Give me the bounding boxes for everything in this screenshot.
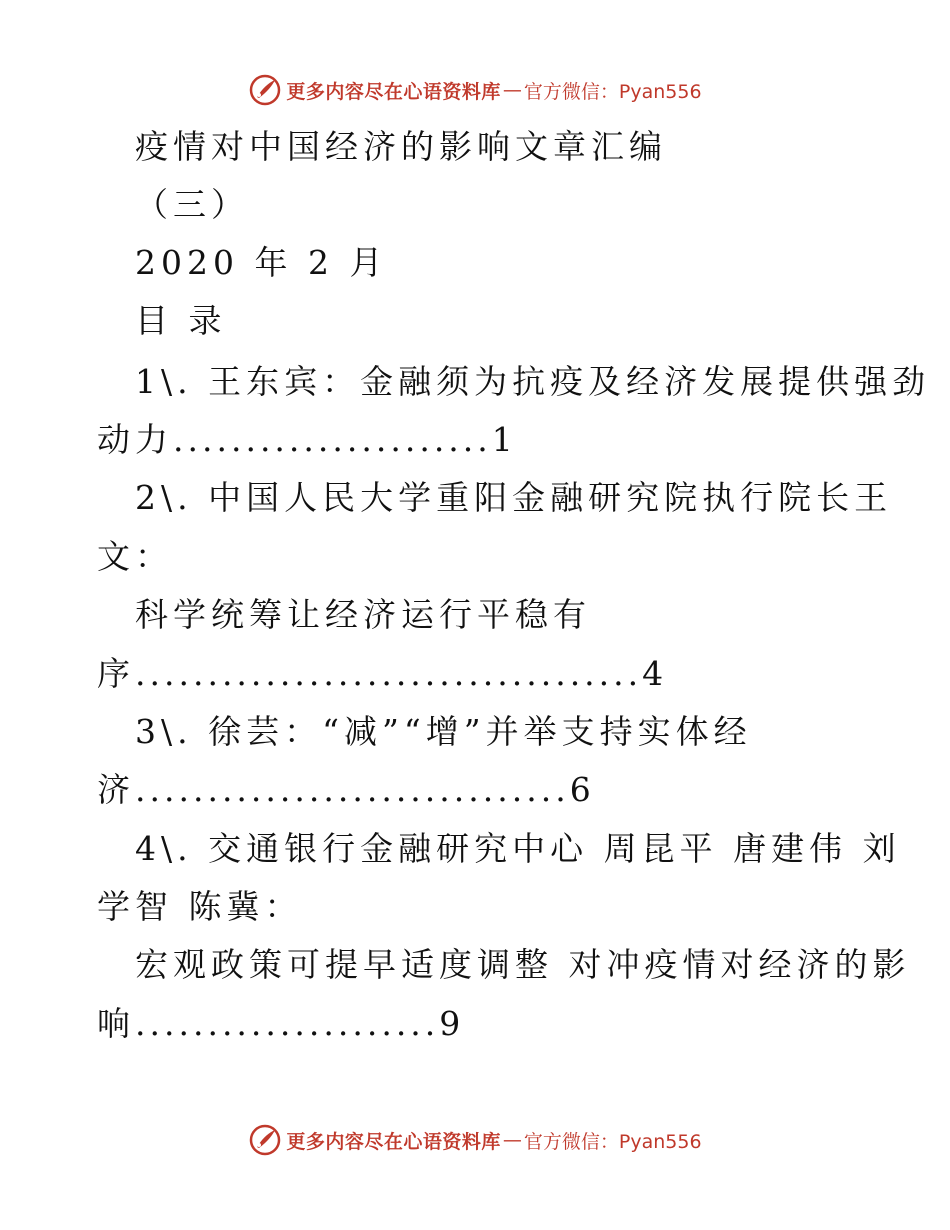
toc-entry-1-leader-dots: ...................... [173, 420, 492, 459]
document-date: 2020 年 2 月 [135, 243, 388, 282]
toc-entry-1-line-1: 1\. 王东宾：金融须为抗疫及经济发展提供强劲 [135, 362, 931, 401]
watermark-header [0, 70, 950, 110]
toc-entry-4-line-3: 宏观政策可提早适度调整 对冲疫情对经济的影 [135, 945, 911, 984]
toc-entry-2-line-4 [97, 654, 668, 694]
watermark-main-text: 更多内容尽在心语资料库 [286, 80, 501, 103]
watermark-wechat-text: 官方微信：Pyan556 [523, 1130, 702, 1153]
toc-entry-4-line-4 [97, 1004, 465, 1044]
toc-entry-1-text: 动力 [97, 420, 173, 459]
toc-entry-4-line-1: 4\. 交通银行金融研究中心 周昆平 唐建伟 刘 [135, 829, 901, 868]
toc-entry-2-line-3: 科学统筹让经济运行平稳有 [135, 595, 591, 634]
toc-entry-2-page-number: 4 [642, 654, 669, 693]
toc-heading: 目 录 [135, 301, 227, 340]
quill-logo-icon [248, 1123, 282, 1157]
watermark-footer [0, 1120, 950, 1160]
toc-entry-1-page-number: 1 [491, 420, 518, 459]
toc-entry-4-page-number: 9 [439, 1004, 466, 1043]
toc-entry-3-line-2 [97, 770, 596, 810]
toc-entry-1-line-2 [97, 420, 518, 460]
toc-entry-4-line-2: 学智 陈冀： [97, 887, 303, 926]
toc-entry-3-line-1: 3\. 徐芸：“减”“增”并举支持实体经 [135, 712, 752, 751]
watermark-main-text: 更多内容尽在心语资料库 [286, 1130, 501, 1153]
toc-entry-2-leader-dots: ................................... [135, 654, 643, 693]
toc-entry-3-page-number: 6 [569, 770, 596, 809]
toc-entry-4-leader-dots: ..................... [135, 1004, 440, 1043]
toc-entry-2-line-1: 2\. 中国人民大学重阳金融研究院执行院长王 [135, 478, 893, 517]
quill-logo-icon [248, 73, 282, 107]
toc-entry-2-line-2: 文： [97, 537, 173, 576]
toc-entry-4-text: 响 [97, 1004, 135, 1043]
document-title: 疫情对中国经济的影响文章汇编 [135, 127, 667, 166]
document-subtitle: （三） [135, 185, 249, 224]
toc-entry-2-text: 序 [97, 654, 135, 693]
watermark-wechat-text: 官方微信：Pyan556 [523, 80, 702, 103]
watermark-dash: — [502, 1129, 522, 1151]
toc-entry-3-leader-dots: .............................. [135, 770, 570, 809]
watermark-dash: — [502, 79, 522, 101]
toc-entry-3-text: 济 [97, 770, 135, 809]
